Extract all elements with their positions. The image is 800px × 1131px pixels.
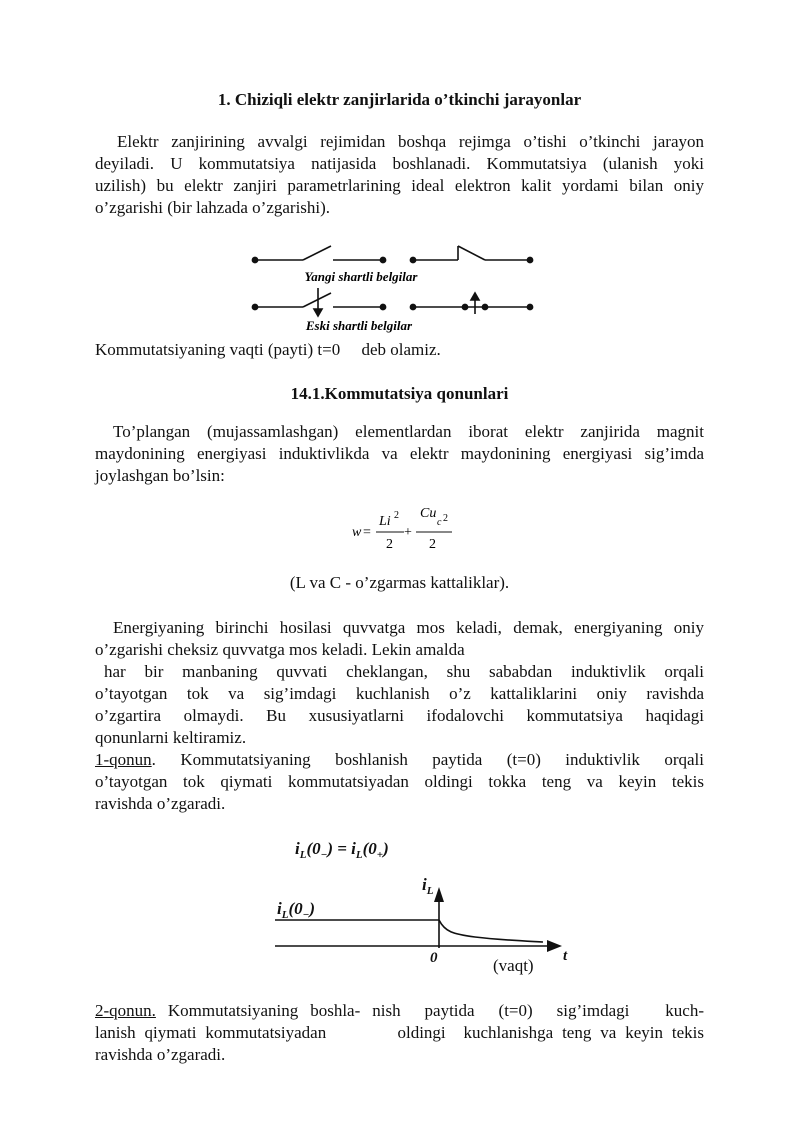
power-line: o’tayotgan tok va sig’imdagi kuchlanish o’z kattaliklarini oniy ravishda bbox=[95, 684, 704, 703]
time-unit-note: (vaqt) bbox=[493, 956, 534, 975]
energy-line: maydonining energiyasi induktivlikda va elektr maydonining energiyasi sig’imda bbox=[95, 444, 704, 463]
energy-paragraph bbox=[95, 421, 704, 487]
formula-denominator-2: 2 bbox=[429, 537, 436, 552]
graph-equation: $i_L(0_-) = i_L(0_+)$ bbox=[295, 839, 389, 861]
law-1-label: 1-qonun bbox=[95, 750, 152, 769]
law-1-first-line-text: . Kommutatsiyaning boshlanish paytida (t=0) induktivlik orqali bbox=[151, 750, 704, 769]
switch-symbols-figure bbox=[243, 238, 543, 338]
law-2-first-line bbox=[95, 1000, 704, 1022]
x-axis-arrow bbox=[547, 940, 562, 952]
law-1-line: o’tayotgan tok qiymati kommutatsiyadan oldingi tokka teng va keyin tekis bbox=[95, 772, 704, 791]
intro-paragraph bbox=[95, 131, 704, 219]
current-decay-curve bbox=[439, 920, 543, 942]
law-2-first-line-text: Kommutatsiyaning boshla- nish paytida (t=0) sig’imdagi kuch- bbox=[155, 1001, 704, 1020]
y-axis-label: $i_L$ bbox=[422, 875, 434, 897]
energy-line: To’plangan (mujassamlashgan) elementlardan iborat elektr zanjirida magnit bbox=[113, 422, 704, 441]
law-2-label: 2-qonun. bbox=[95, 1001, 156, 1020]
formula-numerator-1: Li bbox=[379, 514, 391, 529]
section-title: 14.1.Kommutatsiya qonunlari bbox=[290, 384, 509, 403]
intro-line: deyiladi. U kommutatsiya natijasida boshlanadi. Kommutatsiya (ulanish yoki bbox=[95, 154, 704, 173]
intro-line: uzilish) bu elektr zanjiri parametrlarining ideal elektron kalit yordami bilan oniy bbox=[95, 176, 704, 195]
new-symbols-caption: Yangi shartli belgilar bbox=[304, 269, 418, 284]
formula-sup-1: 2 bbox=[394, 510, 399, 521]
power-paragraph bbox=[95, 617, 704, 749]
power-line: har bir manbaning quvvati cheklangan, shu sababdan induktivlik orqali bbox=[104, 662, 704, 681]
formula-plus: + bbox=[404, 525, 412, 540]
x-axis-label: t bbox=[563, 948, 568, 964]
origin-label: 0 bbox=[430, 950, 438, 966]
intro-line: o’zgarishi (bir lahzada o’zgarishi). bbox=[95, 198, 331, 217]
power-line: Energiyaning birinchi hosilasi quvvatga mos keladi, demak, energiyaning oniy bbox=[113, 618, 704, 637]
power-line: o’zgartira olmaydi. Bu xususiyatlarni ifodalovchi kommutatsiya haqidagi bbox=[95, 706, 704, 725]
formula-denominator-1: 2 bbox=[386, 537, 393, 552]
initial-current-label: $i_L(0_-)$ bbox=[277, 899, 315, 921]
formula-w: w bbox=[352, 525, 362, 540]
formula-sub-2: c bbox=[437, 517, 442, 528]
energy-line: joylashgan bo’lsin: bbox=[95, 466, 225, 485]
formula-equals: = bbox=[363, 525, 371, 540]
law-2-paragraph bbox=[95, 1000, 704, 1066]
law-2-line: lanish qiymati kommutatsiyadan oldingi kuchlanishga teng va keyin tekis bbox=[95, 1023, 704, 1042]
intro-line: Elektr zanjirining avvalgi rejimidan boshqa rejimga o’tishi o’tkinchi jarayon bbox=[117, 132, 704, 151]
energy-formula bbox=[350, 503, 470, 555]
power-line: o’zgarishi cheksiz quvvatga mos keladi. Lekin amalda bbox=[95, 640, 465, 659]
commutation-time-text: Kommutatsiyaning vaqti (payti) t=0 deb olamiz. bbox=[95, 340, 441, 359]
law-1-first-line bbox=[95, 749, 704, 771]
formula-numerator-2: Cu bbox=[420, 506, 437, 521]
old-symbols-caption: Eski shartli belgilar bbox=[305, 318, 413, 333]
inductor-current-graph bbox=[275, 830, 575, 970]
law-1-paragraph bbox=[95, 749, 704, 815]
formula-sup-2: 2 bbox=[443, 513, 448, 524]
power-line: qonunlarni keltiramiz. bbox=[95, 728, 247, 747]
law-2-line: ravishda o’zgaradi. bbox=[95, 1045, 226, 1064]
y-axis-arrow bbox=[434, 887, 444, 902]
document-title: 1. Chiziqli elektr zanjirlarida o’tkinchi jarayonlar bbox=[217, 90, 582, 109]
constants-note: (L va C - o’zgarmas kattaliklar). bbox=[289, 573, 510, 592]
law-1-line: ravishda o’zgaradi. bbox=[95, 794, 226, 813]
